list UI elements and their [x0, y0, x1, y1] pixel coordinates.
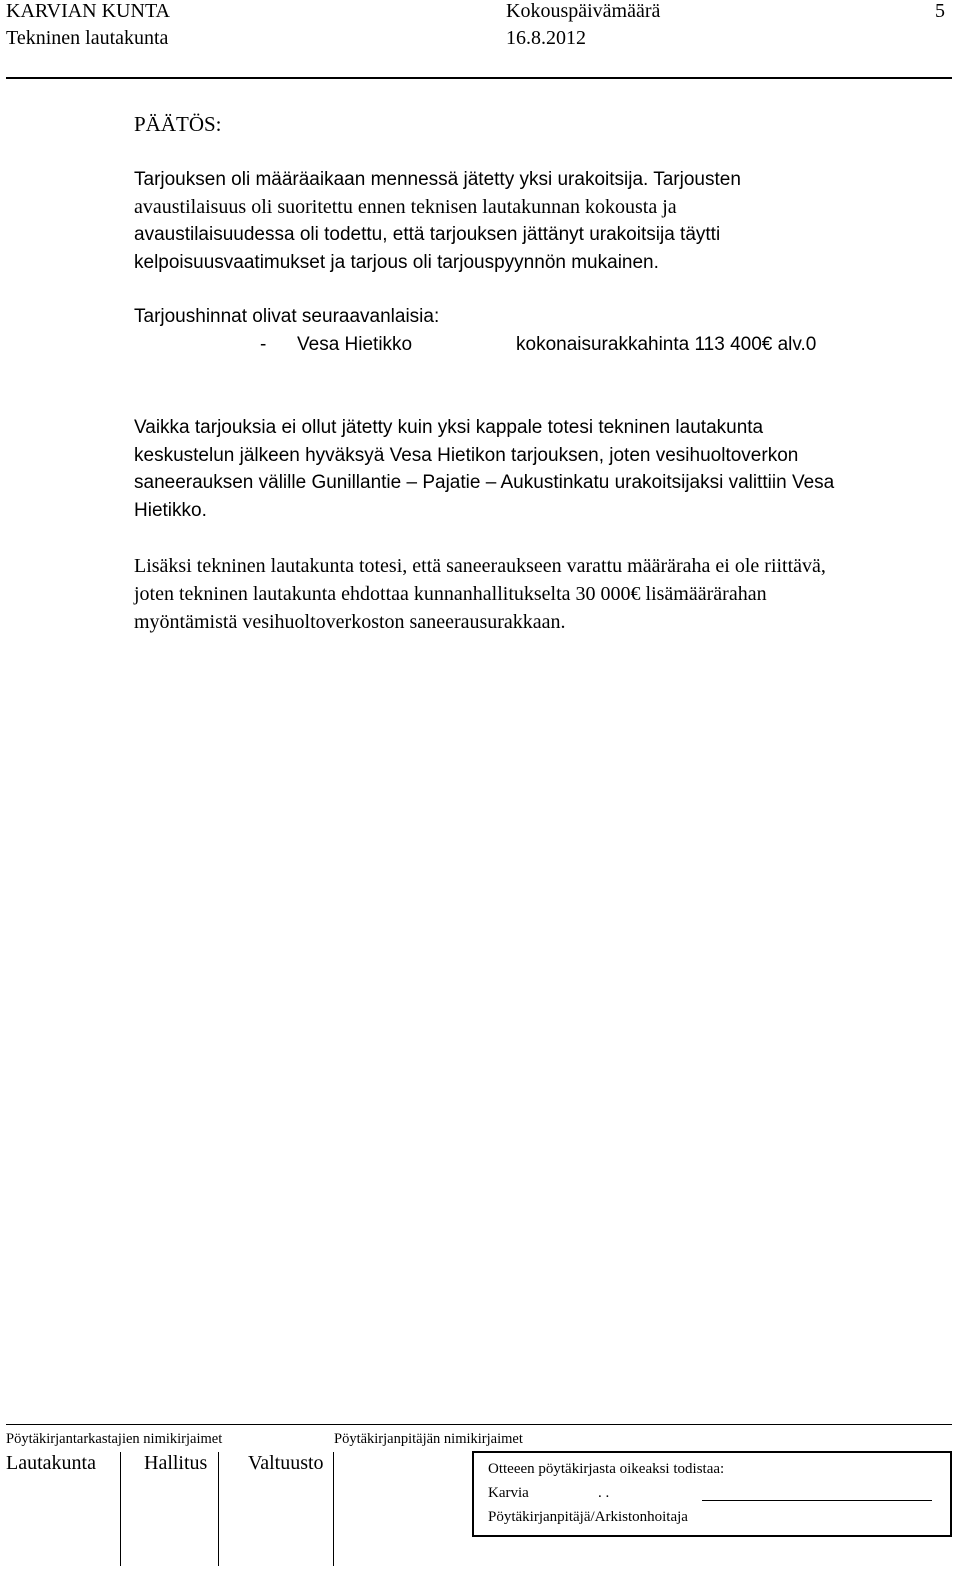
- paragraph-line: saneerauksen välille Gunillantie – Pajatie – Aukustinkatu urakoitsijaksi valittiin Vesa: [134, 472, 835, 493]
- column-valtuusto: Valtuusto: [248, 1452, 324, 1474]
- column-divider: [120, 1452, 121, 1566]
- certification-place: Karvia: [488, 1485, 529, 1501]
- paragraph-line: Tarjouksen oli määräaikaan mennessä jätetty yksi urakoitsija. Tarjousten: [134, 169, 741, 190]
- prices-intro: Tarjoushinnat olivat seuraavanlaisia:: [134, 306, 440, 327]
- paragraph-line: Vaikka tarjouksia ei ollut jätetty kuin yksi kappale totesi tekninen lautakunta: [134, 417, 764, 438]
- decision-heading: PÄÄTÖS:: [134, 112, 222, 136]
- paragraph-line: Lisäksi tekninen lautakunta totesi, että saneeraukseen varattu määräraha ei ole riittävä,: [134, 555, 826, 577]
- certification-title: Otteeen pöytäkirjasta oikeaksi todistaa:: [488, 1461, 725, 1477]
- paragraph-line: kelpoisuusvaatimukset ja tarjous oli tarjouspyynnön mukainen.: [134, 251, 659, 273]
- footer-divider: [6, 1424, 952, 1425]
- column-lautakunta: Lautakunta: [6, 1452, 96, 1474]
- certification-role: Pöytäkirjanpitäjä/Arkistonhoitaja: [488, 1509, 688, 1525]
- column-divider: [333, 1452, 334, 1566]
- committee-name: Tekninen lautakunta: [6, 27, 169, 49]
- secretary-initials-label: Pöytäkirjanpitäjän nimikirjaimet: [334, 1431, 523, 1447]
- paragraph-line: myöntämistä vesihuoltoverkoston saneerausurakkaan.: [134, 611, 566, 633]
- meeting-date: 16.8.2012: [506, 27, 586, 49]
- certification-date-dots: . .: [598, 1485, 610, 1501]
- header-divider: [6, 77, 952, 79]
- signature-line: [702, 1500, 932, 1501]
- column-divider: [218, 1452, 219, 1566]
- column-hallitus: Hallitus: [144, 1452, 208, 1474]
- paragraph-line: joten tekninen lautakunta ehdottaa kunnanhallitukselta 30 000€ lisämäärärahan: [134, 583, 767, 605]
- bid-bidder: Vesa Hietikko: [297, 334, 413, 355]
- organization-name: KARVIAN KUNTA: [6, 0, 171, 22]
- inspectors-initials-label: Pöytäkirjantarkastajien nimikirjaimet: [6, 1431, 223, 1447]
- paragraph-line: avaustilaisuus oli suoritettu ennen teknisen lautakunnan kokousta ja: [134, 195, 677, 218]
- meeting-date-label: Kokouspäivämäärä: [506, 0, 661, 22]
- paragraph-line: keskustelun jälkeen hyväksyä Vesa Hietikon tarjouksen, joten vesihuoltoverkon: [134, 444, 799, 466]
- decision-paragraph-3: [134, 552, 826, 636]
- certification-box: [472, 1451, 952, 1537]
- page-number: 5: [935, 0, 945, 22]
- decision-paragraph-2: [134, 414, 944, 524]
- decision-paragraph-1: [134, 166, 944, 276]
- paragraph-line: Hietikko.: [134, 499, 207, 521]
- bid-price: kokonaisurakkahinta 113 400€ alv.0: [516, 334, 817, 355]
- bid-bullet: -: [260, 334, 267, 355]
- paragraph-line: avaustilaisuudessa oli todettu, että tarjouksen jättänyt urakoitsija täytti: [134, 224, 721, 245]
